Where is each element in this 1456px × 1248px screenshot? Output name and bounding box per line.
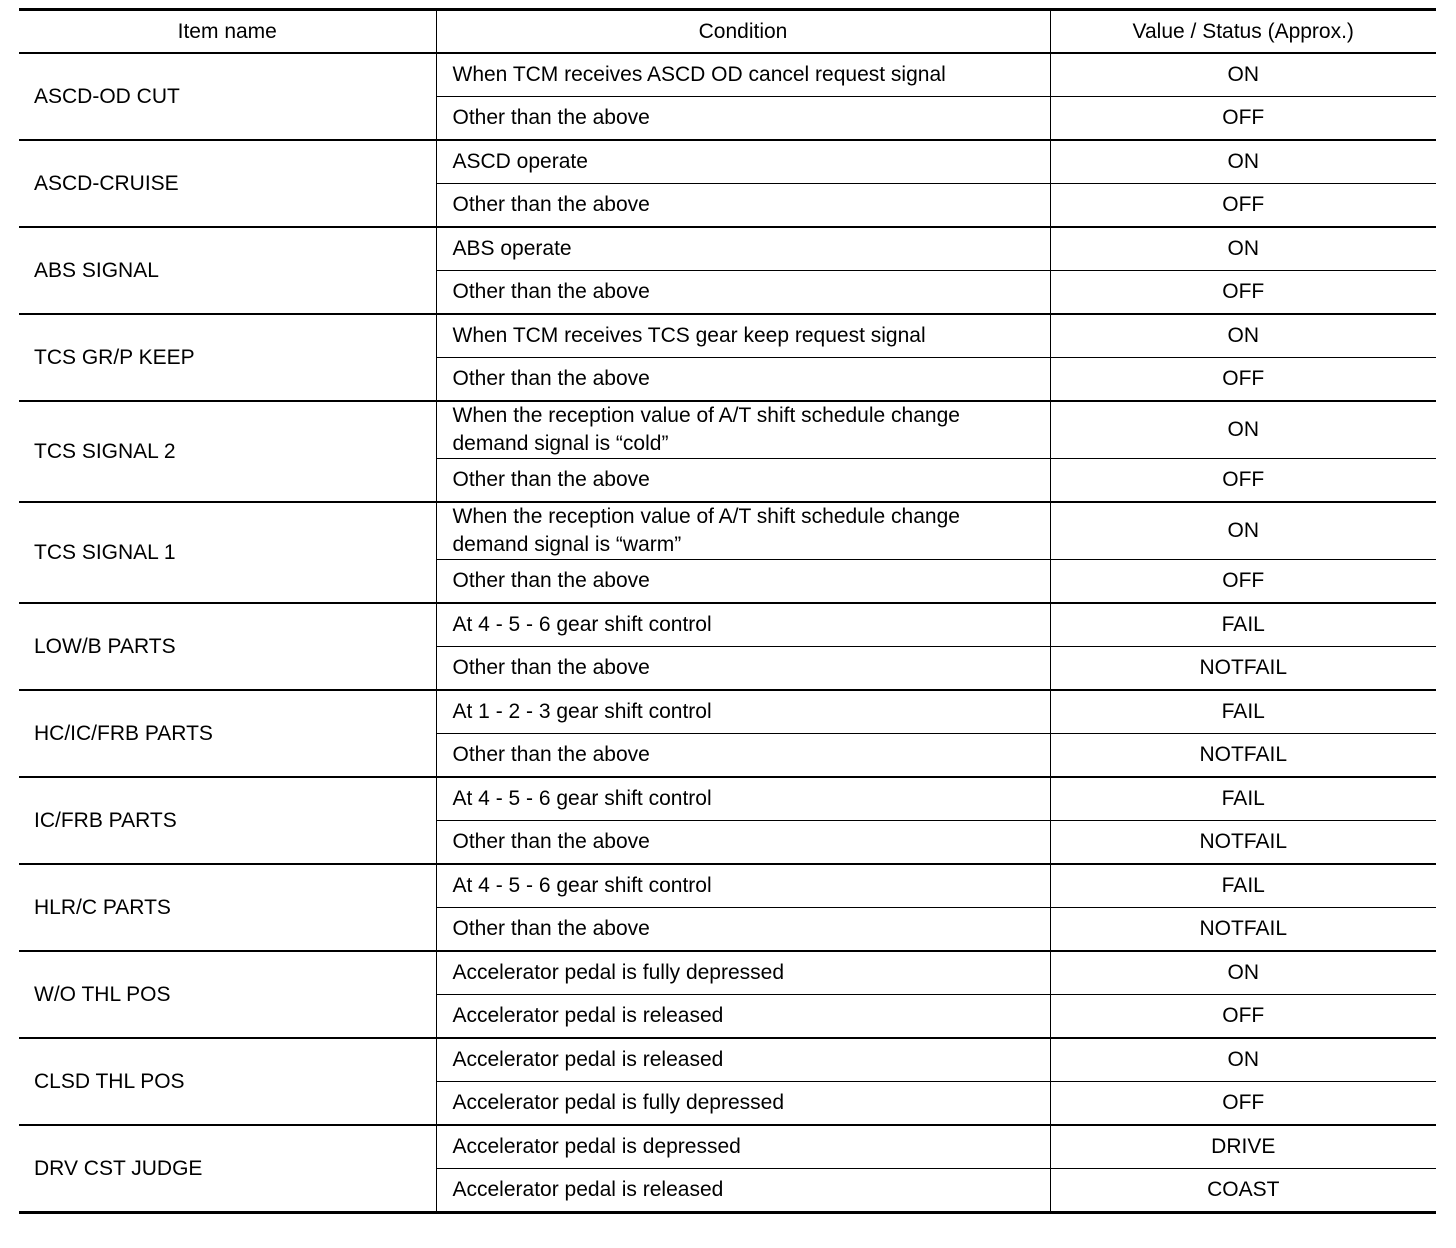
item-name-cell: W/O THL POS (19, 951, 436, 1038)
item-name-cell: TCS SIGNAL 1 (19, 502, 436, 603)
table-row (19, 690, 1436, 734)
value-cell: FAIL (1050, 777, 1436, 821)
condition-cell: Other than the above (436, 821, 1050, 865)
item-name-cell: IC/FRB PARTS (19, 777, 436, 864)
table-row (19, 227, 1436, 271)
value-cell: OFF (1050, 358, 1436, 402)
value-cell: FAIL (1050, 603, 1436, 647)
table-row (19, 1125, 1436, 1169)
value-cell: ON (1050, 140, 1436, 184)
table-row (19, 401, 1436, 459)
condition-cell: Accelerator pedal is fully depressed (436, 1082, 1050, 1126)
value-cell: NOTFAIL (1050, 908, 1436, 952)
condition-cell: Accelerator pedal is released (436, 1169, 1050, 1213)
header-condition: Condition (436, 10, 1050, 54)
condition-cell: At 4 - 5 - 6 gear shift control (436, 603, 1050, 647)
value-cell: OFF (1050, 1082, 1436, 1126)
value-cell: OFF (1050, 271, 1436, 315)
item-name-cell: DRV CST JUDGE (19, 1125, 436, 1213)
condition-cell: When TCM receives ASCD OD cancel request signal (436, 53, 1050, 97)
condition-cell: Other than the above (436, 647, 1050, 691)
table-row (19, 864, 1436, 908)
table-row (19, 777, 1436, 821)
item-name-cell: TCS SIGNAL 2 (19, 401, 436, 502)
value-cell: ON (1050, 401, 1436, 459)
value-cell: OFF (1050, 560, 1436, 604)
condition-cell: ABS operate (436, 227, 1050, 271)
item-name-cell: LOW/B PARTS (19, 603, 436, 690)
value-cell: OFF (1050, 459, 1436, 503)
condition-cell: Other than the above (436, 97, 1050, 141)
condition-cell: When the reception value of A/T shift schedule change demand signal is “cold” (436, 401, 1050, 459)
table-row (19, 603, 1436, 647)
value-cell: ON (1050, 53, 1436, 97)
item-name-cell: HLR/C PARTS (19, 864, 436, 951)
table-row (19, 502, 1436, 560)
item-name-cell: ASCD-OD CUT (34, 84, 180, 108)
value-cell: NOTFAIL (1050, 734, 1436, 778)
value-cell: ON (1050, 1038, 1436, 1082)
table-body (19, 53, 1436, 1213)
condition-cell: Other than the above (436, 459, 1050, 503)
condition-cell: ASCD operate (436, 140, 1050, 184)
header-value-status: Value / Status (Approx.) (1050, 10, 1436, 54)
header-item-name: Item name (19, 10, 436, 54)
spec-table (19, 8, 1436, 1214)
condition-cell: Other than the above (436, 908, 1050, 952)
item-name-cell: ABS SIGNAL (19, 227, 436, 314)
condition-cell: At 1 - 2 - 3 gear shift control (436, 690, 1050, 734)
value-cell: OFF (1050, 995, 1436, 1039)
item-name-cell: HC/IC/FRB PARTS (19, 690, 436, 777)
condition-cell: Other than the above (436, 734, 1050, 778)
value-cell: OFF (1050, 184, 1436, 228)
condition-cell: Other than the above (436, 271, 1050, 315)
condition-cell: When TCM receives TCS gear keep request signal (436, 314, 1050, 358)
table-row (19, 53, 1436, 97)
item-name-cell: TCS GR/P KEEP (19, 314, 436, 401)
item-name-cell: ASCD-CRUISE (19, 140, 436, 227)
table-row (19, 140, 1436, 184)
value-cell: ON (1050, 502, 1436, 560)
condition-cell: Accelerator pedal is released (436, 995, 1050, 1039)
value-cell: FAIL (1050, 864, 1436, 908)
item-name-cell: CLSD THL POS (19, 1038, 436, 1125)
value-cell: COAST (1050, 1169, 1436, 1213)
condition-cell: Accelerator pedal is released (436, 1038, 1050, 1082)
value-cell: FAIL (1050, 690, 1436, 734)
value-cell: DRIVE (1050, 1125, 1436, 1169)
table-row (19, 1038, 1436, 1082)
condition-cell: Accelerator pedal is depressed (436, 1125, 1050, 1169)
value-cell: ON (1050, 227, 1436, 271)
condition-cell: Other than the above (436, 184, 1050, 228)
condition-cell: At 4 - 5 - 6 gear shift control (436, 864, 1050, 908)
value-cell: ON (1050, 951, 1436, 995)
header-row (19, 10, 1436, 54)
table-row (19, 951, 1436, 995)
value-cell: ON (1050, 314, 1436, 358)
condition-cell: Other than the above (436, 358, 1050, 402)
value-cell: OFF (1050, 97, 1436, 141)
value-cell: NOTFAIL (1050, 821, 1436, 865)
condition-cell: When the reception value of A/T shift schedule change demand signal is “warm” (436, 502, 1050, 560)
condition-cell: At 4 - 5 - 6 gear shift control (436, 777, 1050, 821)
condition-cell: Accelerator pedal is fully depressed (436, 951, 1050, 995)
condition-cell: Other than the above (436, 560, 1050, 604)
table-row (19, 314, 1436, 358)
value-cell: NOTFAIL (1050, 647, 1436, 691)
